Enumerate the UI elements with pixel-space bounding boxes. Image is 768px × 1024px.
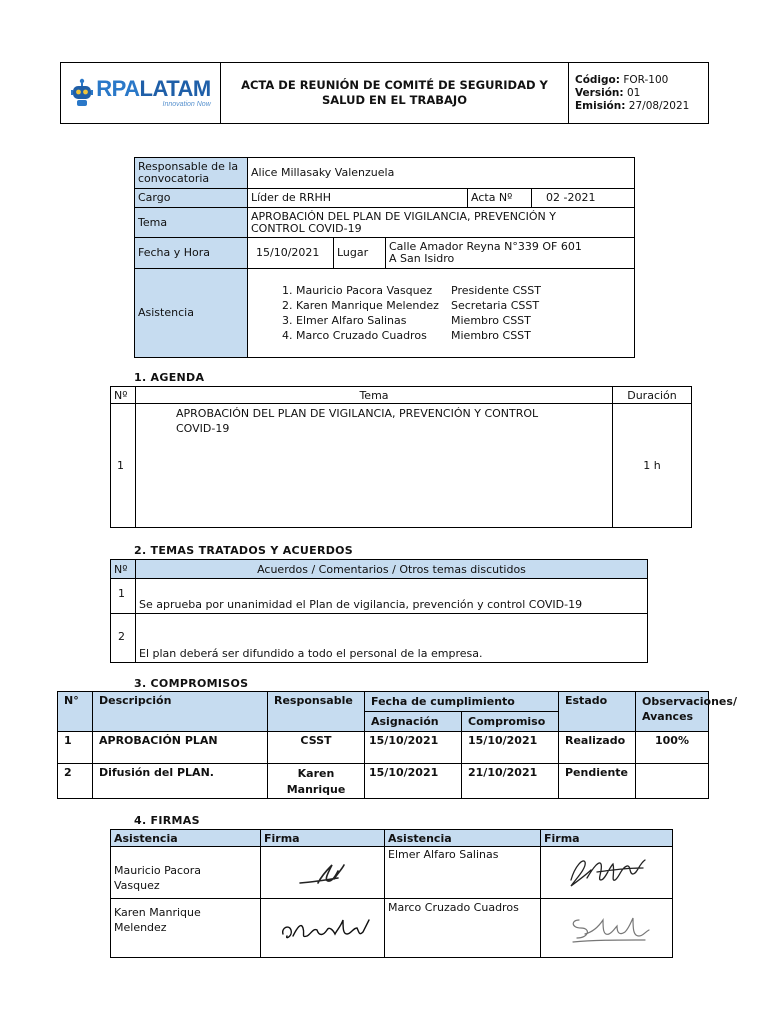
- firmas-name: Marco Cruzado Cuadros: [385, 899, 541, 958]
- comp-col-num: N°: [58, 692, 93, 732]
- table-row: [58, 764, 709, 799]
- comp-cell: 1: [58, 732, 93, 764]
- attendee-list: [248, 283, 631, 343]
- agenda-title: 1. AGENDA: [134, 371, 205, 384]
- temas-table: [110, 559, 648, 663]
- list-item: 2. Karen Manrique Melendez Secretaria CSST: [296, 298, 631, 313]
- fecha-label: Fecha y Hora: [135, 238, 248, 269]
- acta-value: 02 -2021: [532, 189, 635, 208]
- robot-logo-icon: [70, 78, 94, 108]
- tema-label: Tema: [135, 208, 248, 238]
- temas-col-acuerdos: Acuerdos / Comentarios / Otros temas discutidos: [136, 560, 648, 579]
- firmas-col-firma: Firma: [261, 830, 385, 847]
- responsable-label: Responsable de la convocatoria: [135, 158, 248, 189]
- comp-col-estado: Estado: [559, 692, 636, 732]
- firmas-name: Elmer Alfaro Salinas: [385, 847, 541, 899]
- comp-cell: Difusión del PLAN.: [93, 764, 268, 799]
- comp-cell: [636, 764, 709, 799]
- comp-col-obs: Observaciones/ Avances: [636, 692, 709, 732]
- asistencia-label: Asistencia: [135, 269, 248, 358]
- firmas-table: [110, 829, 673, 958]
- list-item: 4. Marco Cruzado Cuadros Miembro CSST: [296, 328, 631, 343]
- firmas-name: Mauricio Pacora Vasquez: [111, 847, 261, 899]
- comp-cell: Realizado: [559, 732, 636, 764]
- signature-mark: [273, 906, 373, 950]
- table-row: [111, 899, 673, 958]
- signature-mark: [559, 906, 655, 950]
- table-row: [111, 614, 648, 663]
- code-value: FOR-100: [623, 73, 669, 86]
- signature-cell: [261, 899, 385, 958]
- temas-row-text: Se aprueba por unanimidad el Plan de vigilancia, prevención y control COVID-19: [136, 579, 648, 614]
- agenda-col-tema: Tema: [136, 387, 613, 404]
- comp-cell: Karen Manrique: [268, 764, 365, 799]
- signature-mark: [278, 853, 368, 893]
- fecha-value: 15/10/2021: [248, 238, 334, 269]
- list-item: 3. Elmer Alfaro Salinas Miembro CSST: [296, 313, 631, 328]
- asistencia-value: [248, 269, 635, 358]
- temas-row-num: 1: [111, 579, 136, 614]
- firmas-col-asistencia: Asistencia: [385, 830, 541, 847]
- table-row: [111, 404, 692, 528]
- temas-row-text: El plan deberá ser difundido a todo el personal de la empresa.: [136, 614, 648, 663]
- cargo-value: Líder de RRHH: [248, 189, 468, 208]
- temas-title: 2. TEMAS TRATADOS Y ACUERDOS: [134, 544, 354, 557]
- signature-cell: [541, 899, 673, 958]
- list-item: 1. Mauricio Pacora Vasquez Presidente CSST: [296, 283, 631, 298]
- responsable-value: Alice Millasaky Valenzuela: [248, 158, 635, 189]
- comp-cell: 15/10/2021: [365, 764, 462, 799]
- comp-cell: CSST: [268, 732, 365, 764]
- comp-cell: 15/10/2021: [462, 732, 559, 764]
- version-value: 01: [626, 86, 641, 99]
- comp-col-compromiso: Compromiso: [462, 712, 559, 732]
- table-row: [111, 579, 648, 614]
- agenda-col-duracion: Duración: [613, 387, 692, 404]
- signature-cell: [261, 847, 385, 899]
- emission-value: 27/08/2021: [628, 99, 690, 112]
- firmas-title: 4. FIRMAS: [134, 814, 200, 827]
- signature-cell: [541, 847, 673, 899]
- document-title: ACTA DE REUNIÓN DE COMITÉ DE SEGURIDAD Y SALUD EN EL TRABAJO: [221, 63, 569, 124]
- firmas-col-asistencia: Asistencia: [111, 830, 261, 847]
- comp-col-resp: Responsable: [268, 692, 365, 732]
- comp-cell: Pendiente: [559, 764, 636, 799]
- comp-col-asignacion: Asignación: [365, 712, 462, 732]
- agenda-col-num: Nº: [111, 387, 136, 404]
- acta-label: Acta Nº: [468, 189, 532, 208]
- comp-cell: 2: [58, 764, 93, 799]
- company-logo: RPALATAM Innovation Now: [96, 76, 211, 108]
- comp-cell: 15/10/2021: [365, 732, 462, 764]
- tema-value: APROBACIÓN DEL PLAN DE VIGILANCIA, PREVENCIÓN Y CONTROL COVID-19: [248, 208, 635, 238]
- temas-col-num: Nº: [111, 560, 136, 579]
- comp-cell: 100%: [636, 732, 709, 764]
- table-row: [58, 732, 709, 764]
- logo-cell: [61, 63, 221, 124]
- agenda-row-tema: APROBACIÓN DEL PLAN DE VIGILANCIA, PREVENCIÓN Y CONTROL COVID-19: [136, 404, 613, 528]
- firmas-col-firma: Firma: [541, 830, 673, 847]
- cargo-label: Cargo: [135, 189, 248, 208]
- document-codes: Código: FOR-100 Versión: 01 Emisión: 27/08/2021: [569, 63, 709, 124]
- comp-cell: APROBACIÓN PLAN: [93, 732, 268, 764]
- signature-mark: [557, 850, 657, 896]
- firmas-name: Karen Manrique Melendez: [111, 899, 261, 958]
- document-header: [60, 62, 709, 124]
- lugar-label: Lugar: [334, 238, 386, 269]
- compromisos-table: [57, 691, 737, 799]
- comp-col-desc: Descripción: [93, 692, 268, 732]
- comp-cell: 21/10/2021: [462, 764, 559, 799]
- lugar-value: Calle Amador Reyna N°339 OF 601 A San Isidro: [386, 238, 635, 269]
- temas-row-num: 2: [111, 614, 136, 663]
- logo-tagline: Innovation Now: [162, 101, 211, 108]
- agenda-row-num: 1: [111, 404, 136, 528]
- agenda-table: [110, 386, 692, 528]
- compromisos-title: 3. COMPROMISOS: [134, 677, 249, 690]
- meeting-info-table: [134, 157, 635, 358]
- agenda-row-duracion: 1 h: [613, 404, 692, 528]
- table-row: [111, 847, 673, 899]
- comp-col-fecha: Fecha de cumplimiento: [365, 692, 559, 712]
